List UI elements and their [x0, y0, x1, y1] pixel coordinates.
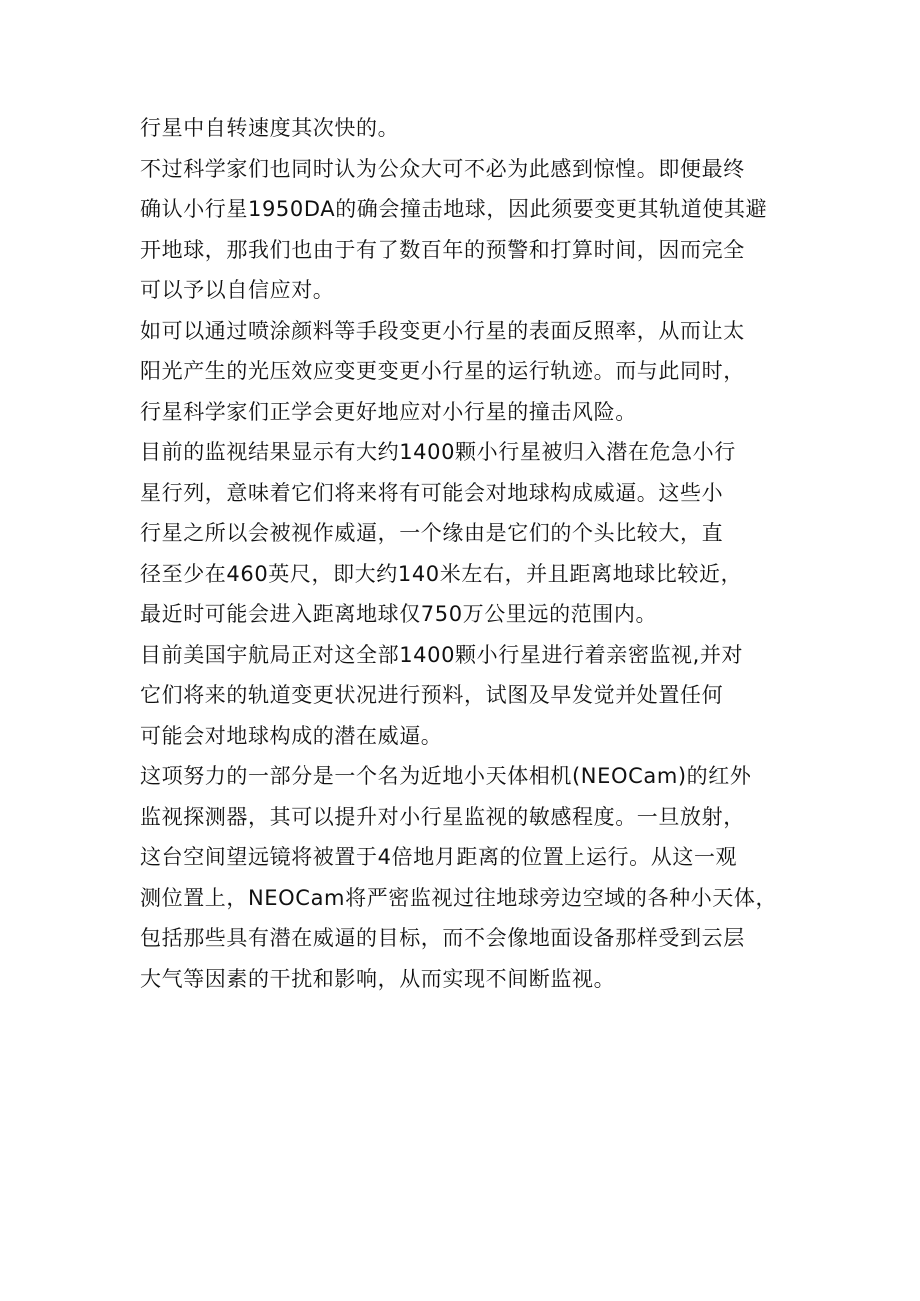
- text-line: 它们将来的轨道变更状况进行预料，试图及早发觉并处置任何: [140, 683, 724, 707]
- text-line: 行星科学家们正学会更好地应对小行星的撞击风险。: [140, 399, 637, 424]
- text-line: 可以予以自信应对。: [140, 278, 335, 302]
- text-line: 阳光产生的光压效应变更变更小行星的运行轨迹。而与此同时，: [140, 359, 745, 383]
- text-line: 径至少在460英尺，即大约140米左右，并且距离地球比较近，: [140, 561, 743, 586]
- text-line: 目前美国宇航局正对这全部1400颗小行星进行着亲密监视,并对: [140, 642, 744, 667]
- text-line: 包括那些具有潜在威逼的目标，而不会像地面设备那样受到云层: [140, 926, 745, 950]
- text-line: 不过科学家们也同时认为公众大可不必为此感到惊惶。即便最终: [140, 156, 745, 181]
- document-body: [140, 108, 790, 999]
- text-line: 测位置上，NEOCam将严密监视过往地球旁边空域的各种小天体，: [140, 885, 778, 910]
- text-line: 监视探测器，其可以提升对小行星监视的敏感程度。一旦放射，: [140, 804, 745, 829]
- text-line: 可能会对地球构成的潜在威逼。: [140, 723, 443, 748]
- text-line: 这项努力的一部分是一个名为近地小天体相机(NEOCam)的红外: [140, 764, 752, 788]
- text-line: 确认小行星1950DA的确会撞击地球，因此须要变更其轨道使其避: [140, 197, 768, 221]
- text-line: 行星之所以会被视作威逼，一个缘由是它们的个头比较大，直: [140, 521, 724, 545]
- text-line: 行星中自转速度其次快的。: [140, 116, 400, 140]
- text-line: 目前的监视结果显示有大约1400颗小行星被归入潜在危急小行: [140, 440, 736, 464]
- text-line: 大气等因素的干扰和影响，从而实现不间断监视。: [140, 966, 616, 991]
- text-line: 这台空间望远镜将被置于4倍地月距离的位置上运行。从这一观: [140, 845, 738, 869]
- text-line: 如可以通过喷涂颜料等手段变更小行星的表面反照率，从而让太: [140, 318, 745, 343]
- text-line: 最近时可能会进入距离地球仅750万公里远的范围内。: [140, 602, 658, 626]
- text-line: 开地球，那我们也由于有了数百年的预警和打算时间，因而完全: [140, 237, 745, 262]
- text-line: 星行列，意味着它们将来将有可能会对地球构成威逼。这些小: [140, 480, 724, 505]
